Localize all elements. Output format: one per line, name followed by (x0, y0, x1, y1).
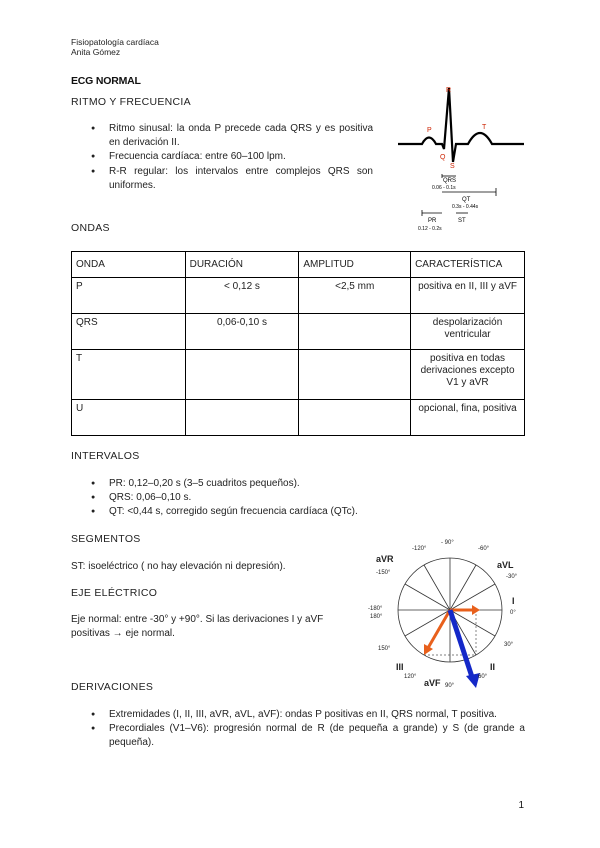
leads-list (89, 708, 525, 751)
ecg-trace (398, 88, 524, 162)
degree-label: 90° (445, 683, 455, 689)
pr-label: PR (428, 218, 437, 224)
lead-label-avl: aVL (497, 560, 514, 570)
table-header-cell: ONDA (72, 252, 186, 278)
list-item: ● QRS: 0,06–0,10 s. (89, 491, 525, 505)
list-item: ● R-R regular: los intervalos entre complejos QRS son uniformes. (89, 165, 373, 193)
qt-range: 0.3s - 0.44s (452, 204, 479, 210)
segments-heading: SEGMENTOS (71, 533, 141, 545)
lead-label-avf: aVF (424, 678, 441, 688)
lead-label-avr: aVR (376, 554, 394, 564)
list-item: ● QT: <0,44 s, corregido según frecuencia cardíaca (QTc). (89, 505, 525, 519)
table-cell: <2,5 mm (299, 278, 411, 314)
page-header (71, 37, 159, 57)
axis-text: Eje normal: entre -30° y +90°. Si las derivaciones I y aVF positivas → eje normal. (71, 614, 324, 640)
table-row (72, 278, 525, 314)
degree-label: - 90° (441, 540, 454, 546)
list-item: ● Ritmo sinusal: la onda P precede cada QRS y es positiva en derivación II. (89, 122, 373, 150)
header-author: Anita Gómez (71, 47, 121, 57)
page-number: 1 (518, 800, 524, 811)
table-cell (185, 400, 299, 436)
table-cell: opcional, fina, positiva (411, 400, 525, 436)
ecg-waveform-figure (396, 82, 528, 234)
degree-label: -150° (376, 570, 391, 576)
table-header-cell: CARACTERÍSTICA (411, 252, 525, 278)
table-row (72, 350, 525, 400)
segments-text: ST: isoeléctrico ( no hay elevación ni depresión). (71, 561, 286, 572)
table-cell: T (72, 350, 186, 400)
list-item: ● Precordiales (V1–V6): progresión normal de R (de pequeña a grande) y S (de grande a pequeña). (89, 722, 525, 750)
document-title: ECG NORMAL (71, 75, 141, 87)
leads-heading: DERIVACIONES (71, 681, 154, 693)
table-cell (299, 314, 411, 350)
wave-label-q: Q (440, 154, 446, 161)
degree-label: 30° (504, 642, 514, 648)
rhythm-heading: RITMO Y FRECUENCIA (71, 96, 191, 108)
degree-label: -180° (368, 606, 383, 612)
table-cell (299, 400, 411, 436)
qrs-label: QRS (443, 178, 457, 184)
intervals-list (89, 477, 525, 520)
table-row (72, 314, 525, 350)
waves-table (71, 251, 525, 436)
list-item: ● Extremidades (I, II, III, aVR, aVL, aVF): ondas P positivas en II, QRS normal, T positiva. (89, 708, 525, 722)
table-header-row (72, 252, 525, 278)
hexaxial-axis-figure (366, 530, 526, 690)
intervals-heading: INTERVALOS (71, 450, 140, 462)
list-item: ● Frecuencia cardíaca: entre 60–100 lpm. (89, 150, 373, 164)
lead-label-ii: II (490, 662, 496, 672)
wave-label-s: S (450, 163, 455, 170)
header-subject: Fisiopatología cardíaca (71, 37, 159, 47)
table-cell: despolarización ventricular (411, 314, 525, 350)
waves-heading: ONDAS (71, 222, 110, 234)
qt-label: QT (462, 197, 471, 203)
table-cell: positiva en todas derivaciones excepto V1 y aVR (411, 350, 525, 400)
table-cell (185, 350, 299, 400)
table-cell: positiva en II, III y aVF (411, 278, 525, 314)
lead-label-i: I (512, 596, 515, 606)
degree-label: 150° (378, 646, 391, 652)
qrs-range: 0.06 - 0.1s (432, 185, 456, 191)
table-cell: < 0,12 s (185, 278, 299, 314)
wave-label-r: R (446, 87, 452, 94)
table-cell: 0,06-0,10 s (185, 314, 299, 350)
rhythm-list (89, 122, 373, 193)
axis-heading: EJE ELÉCTRICO (71, 587, 158, 599)
degree-label: 0° (510, 610, 516, 616)
lead-label-iii: III (396, 662, 404, 672)
pr-range: 0.12 - 0.2s (418, 226, 442, 232)
table-cell (299, 350, 411, 400)
degree-label: -120° (412, 546, 427, 552)
degree-label: 120° (404, 674, 417, 680)
degree-label: -60° (478, 546, 490, 552)
wave-label-p: P (427, 127, 432, 134)
table-header-cell: DURACIÓN (185, 252, 299, 278)
table-cell: P (72, 278, 186, 314)
table-header-cell: AMPLITUD (299, 252, 411, 278)
table-cell: U (72, 400, 186, 436)
table-cell: QRS (72, 314, 186, 350)
degree-label: -30° (506, 574, 518, 580)
list-item: ● PR: 0,12–0,20 s (3–5 cuadritos pequeños). (89, 477, 525, 491)
wave-label-t: T (482, 124, 487, 131)
table-row (72, 400, 525, 436)
degree-label: 180° (370, 614, 383, 620)
degree-label: 60° (478, 674, 488, 680)
st-label: ST (458, 218, 466, 224)
